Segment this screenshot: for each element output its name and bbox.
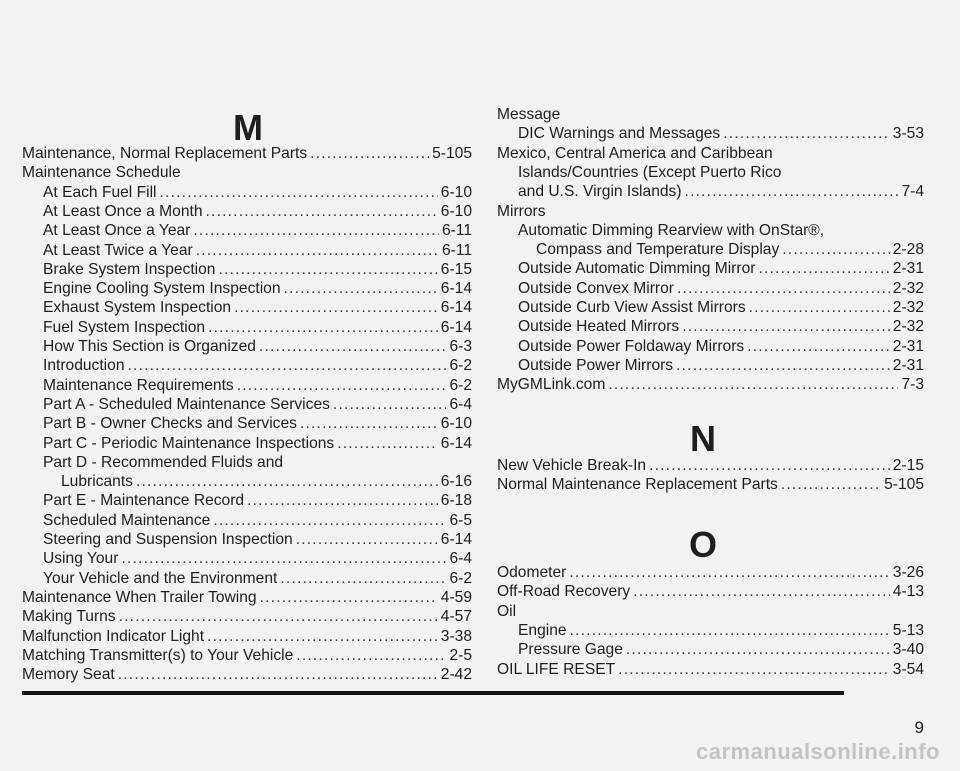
index-entry [22, 491, 472, 510]
index-entry-page: 5-105 [432, 145, 472, 162]
index-entry-label: Islands/Countries (Except Puerto Rico [518, 163, 782, 181]
index-entry-label: Mirrors [497, 202, 546, 220]
index-entry-page: 2-32 [892, 318, 924, 336]
index-entry-page: 6-14 [440, 434, 472, 452]
index-entry-page: 6-5 [449, 511, 472, 529]
dot-leader [781, 475, 881, 494]
dot-leader [196, 241, 439, 260]
index-entry-label: At Each Fuel Fill [43, 183, 157, 201]
footer-rule [22, 691, 844, 695]
dot-leader [280, 569, 446, 588]
index-entry [497, 202, 924, 221]
index-entry [497, 475, 924, 494]
index-entry [22, 298, 472, 317]
index-entry [497, 375, 924, 394]
index-entry-label: Engine Cooling System Inspection [43, 280, 281, 298]
dot-leader [247, 491, 438, 510]
index-entry-page: 6-2 [449, 357, 472, 375]
index-entry [497, 640, 924, 659]
dot-leader [747, 337, 890, 356]
index-entry-page: 3-53 [892, 125, 924, 143]
dot-leader [723, 124, 890, 143]
index-entry-page: 6-3 [449, 338, 472, 355]
index-letter-n: N [690, 418, 716, 459]
index-letter-m: M [233, 107, 263, 148]
index-entry-page: 6-10 [440, 415, 472, 433]
index-entry [22, 241, 472, 260]
index-entry-label: Outside Automatic Dimming Mirror [518, 260, 756, 278]
index-entry-label: At Least Once a Month [43, 202, 203, 220]
dot-leader [218, 260, 437, 279]
index-entry-label: Mexico, Central America and Caribbean [497, 144, 773, 162]
index-entry-page: 5-13 [892, 621, 924, 639]
index-entry-page: 2-31 [892, 356, 924, 374]
index-entry-page: 6-14 [440, 318, 472, 336]
index-entry-label: Compass and Temperature Display [536, 241, 780, 259]
index-letter-o: O [688, 524, 717, 565]
index-entry-label: How This Section is Organized [43, 338, 256, 355]
dot-leader [569, 563, 889, 582]
index-entry [497, 602, 924, 621]
index-entry-label: Matching Transmitter(s) to Your Vehicle [22, 646, 294, 664]
index-entry [22, 183, 472, 202]
index-entry-label: and U.S. Virgin Islands) [518, 183, 682, 201]
dot-leader [284, 279, 438, 298]
index-entry-label: Introduction [43, 357, 125, 375]
index-entry [22, 549, 472, 568]
index-entry [22, 665, 472, 684]
index-entry [22, 144, 472, 163]
index-entry-page: 4-57 [440, 608, 472, 626]
dot-leader [618, 660, 890, 679]
watermark: carmanualsonline.info [696, 739, 940, 764]
dot-leader [296, 530, 438, 549]
index-entry-label: At Least Twice a Year [43, 241, 193, 259]
index-entry-page: 4-59 [440, 588, 472, 606]
index-entry-label: Outside Power Foldaway Mirrors [518, 337, 745, 355]
index-entry-page: 6-2 [449, 376, 472, 394]
index-entry-page: 6-2 [449, 569, 472, 587]
dot-leader [213, 511, 446, 530]
dot-leader [259, 337, 447, 356]
index-entry [497, 163, 924, 182]
index-entry [497, 279, 924, 298]
dot-leader [136, 472, 438, 491]
dot-leader [337, 434, 438, 453]
index-entry-page: 6-4 [449, 550, 472, 568]
dot-leader [300, 414, 438, 433]
index-entry [497, 144, 924, 163]
index-entry [497, 660, 924, 679]
dot-leader [333, 395, 447, 414]
dot-leader [626, 640, 890, 659]
index-entry-label: Maintenance Requirements [43, 376, 234, 394]
dot-leader [296, 646, 446, 665]
index-entry-page: 6-16 [440, 473, 472, 491]
index-entry-page: 6-11 [441, 241, 472, 259]
dot-leader [118, 665, 438, 684]
index-entry-label: Steering and Suspension Inspection [43, 531, 293, 548]
index-entry-label: Outside Curb View Assist Mirrors [518, 299, 746, 316]
index-entry [22, 434, 472, 453]
dot-leader [782, 240, 890, 259]
index-entry-page: 6-11 [441, 222, 472, 240]
index-entry [22, 260, 472, 279]
dot-leader [206, 202, 438, 221]
index-entry [22, 202, 472, 221]
index-entry-page: 2-31 [892, 260, 924, 278]
index-entry-label: Making Turns [22, 608, 116, 626]
index-entry [497, 621, 924, 640]
index-entry-label: MyGMLink.com [497, 376, 606, 394]
index-entry [497, 124, 924, 143]
index-entry-label: Maintenance When Trailer Towing [22, 588, 257, 606]
index-entry [22, 511, 472, 530]
dot-leader [160, 183, 438, 202]
index-entry-label: Outside Heated Mirrors [518, 318, 680, 336]
index-entry-label: At Least Once a Year [43, 222, 191, 240]
index-entry-label: Part D - Recommended Fluids and [43, 453, 284, 471]
index-entry [22, 472, 472, 491]
index-entry-label: Your Vehicle and the Environment [43, 569, 278, 587]
index-entry [22, 530, 472, 549]
index-entry [22, 453, 472, 472]
dot-leader [570, 621, 890, 640]
index-entry-page: 6-14 [440, 531, 472, 548]
dot-leader [676, 356, 890, 375]
index-entry-page: 2-42 [440, 666, 472, 684]
index-entry-page: 7-4 [901, 183, 924, 201]
index-entry-label: Outside Power Mirrors [518, 356, 674, 374]
dot-leader [685, 182, 899, 201]
index-entry [22, 376, 472, 395]
index-entry-page: 6-4 [449, 395, 472, 413]
index-entry [22, 646, 472, 665]
index-entry-page: 6-14 [440, 280, 472, 298]
index-entry [497, 456, 924, 475]
index-entry [22, 414, 472, 433]
dot-leader [758, 259, 889, 278]
index-entry [497, 582, 924, 601]
index-entry-label: Fuel System Inspection [43, 318, 206, 336]
dot-leader [649, 456, 890, 475]
index-entry-page: 4-13 [892, 583, 924, 601]
index-entry [497, 337, 924, 356]
index-entry [22, 337, 472, 356]
index-entry [497, 356, 924, 375]
index-entry-page: 2-5 [449, 646, 472, 664]
index-entry [22, 395, 472, 414]
index-entry [497, 182, 924, 201]
index-entry-page: 3-40 [892, 641, 924, 659]
index-entry-page: 3-54 [892, 660, 924, 678]
index-entry-label: Malfunction Indicator Light [22, 627, 205, 645]
index-entry-page: 6-15 [440, 260, 472, 278]
index-entry-label: Using Your [43, 550, 119, 568]
index-entry-label: Exhaust System Inspection [43, 299, 232, 317]
index-entry-page: 2-32 [892, 299, 924, 316]
dot-leader [119, 607, 438, 626]
index-entry [497, 298, 924, 317]
index-entry [22, 627, 472, 646]
index-entry-label: OIL LIFE RESET [497, 660, 616, 678]
index-entry [497, 240, 924, 259]
index-entry-label: Engine [518, 621, 567, 639]
index-entry-page: 2-15 [892, 457, 924, 474]
dot-leader [260, 588, 438, 607]
index-entry-label: Brake System Inspection [43, 260, 216, 278]
dot-leader [633, 582, 890, 601]
index-entry-label: Message [497, 106, 561, 123]
index-entry-label: Lubricants [61, 473, 133, 491]
dot-leader [749, 298, 890, 317]
index-entry-label: New Vehicle Break-In [497, 457, 647, 474]
index-entry-label: Part B - Owner Checks and Services [43, 415, 297, 433]
dot-leader [121, 549, 446, 568]
index-entry-page: 2-31 [892, 337, 924, 355]
dot-leader [310, 144, 429, 163]
dot-leader [234, 298, 438, 317]
index-entry [22, 279, 472, 298]
index-entry-label: Scheduled Maintenance [43, 511, 211, 529]
dot-leader [682, 317, 890, 336]
index-entry-page: 6-14 [440, 299, 472, 317]
index-entry [497, 563, 924, 582]
index-entry-label: Maintenance Schedule [22, 164, 181, 182]
index-entry-label: Maintenance, Normal Replacement Parts [22, 145, 308, 162]
index-entry-page: 3-38 [440, 627, 472, 645]
index-entry-page: 2-32 [892, 279, 924, 297]
page-number: 9 [914, 718, 924, 737]
index-entry-label: Normal Maintenance Replacement Parts [497, 476, 778, 494]
dot-leader [608, 375, 898, 394]
index-entry-label: Part E - Maintenance Record [43, 492, 245, 510]
index-entry-page: 6-18 [440, 492, 472, 510]
index-entry-page: 6-10 [440, 202, 472, 220]
index-entry [497, 317, 924, 336]
index-entry [497, 105, 924, 124]
index-entry-label: Oil [497, 602, 517, 620]
index-entry-page: 3-26 [892, 564, 924, 581]
index-entry [22, 221, 472, 240]
index-entry [497, 259, 924, 278]
index-entry [22, 569, 472, 588]
index-entry [22, 163, 472, 182]
index-entry-label: Pressure Gage [518, 641, 623, 659]
dot-leader [128, 356, 447, 375]
index-entry-label: Odometer [497, 564, 567, 581]
index-entry-label: Part A - Scheduled Maintenance Services [43, 395, 330, 413]
index-entry [22, 588, 472, 607]
dot-leader [237, 376, 447, 395]
index-entry-label: DIC Warnings and Messages [518, 125, 721, 143]
dot-leader [208, 318, 438, 337]
index-entry-label: Outside Convex Mirror [518, 279, 674, 297]
index-entry-page: 7-3 [901, 376, 924, 394]
index-entry [22, 356, 472, 375]
index-entry [497, 221, 924, 240]
index-entry-label: Off-Road Recovery [497, 583, 631, 601]
index-entry [22, 318, 472, 337]
index-entry-label: Part C - Periodic Maintenance Inspections [43, 434, 335, 452]
index-entry-page: 6-10 [440, 183, 472, 201]
dot-leader [193, 221, 439, 240]
index-entry-page: 2-28 [892, 241, 924, 259]
index-entry-label: Memory Seat [22, 666, 115, 684]
index-entry-label: Automatic Dimming Rearview with OnStar®, [518, 221, 825, 239]
dot-leader [207, 627, 438, 646]
index-entry-page: 5-105 [884, 476, 924, 494]
dot-leader [677, 279, 890, 298]
index-entry [22, 607, 472, 626]
